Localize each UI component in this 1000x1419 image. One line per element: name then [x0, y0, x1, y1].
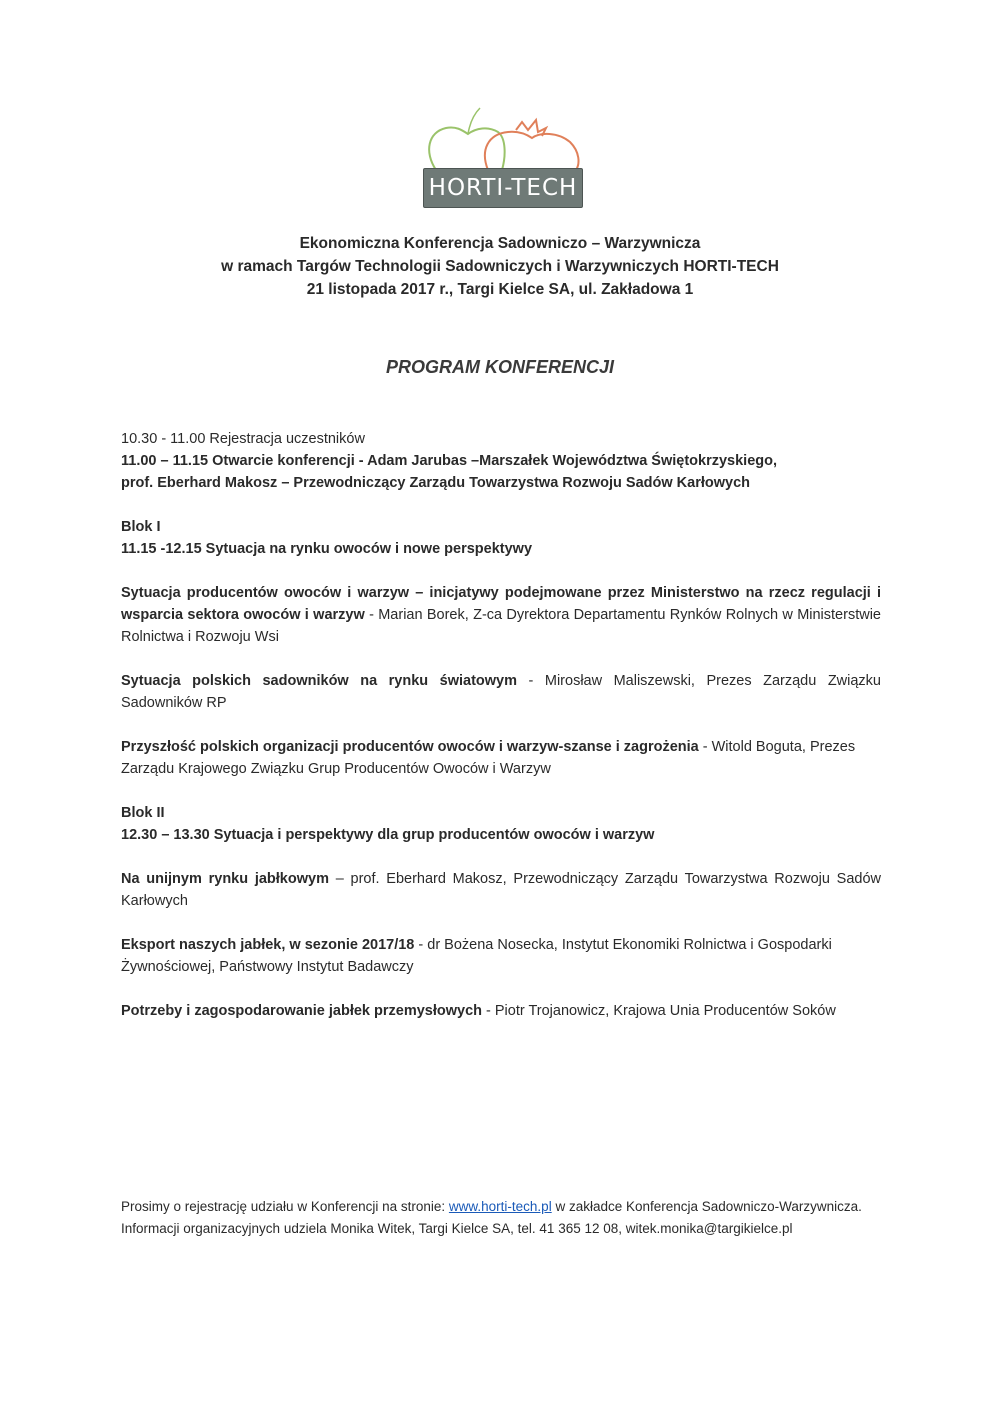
header-line-2: w ramach Targów Technologii Sadowniczych i Warzywniczych HORTI-TECH	[221, 258, 779, 275]
talk-item	[121, 868, 881, 912]
talk-item	[121, 736, 881, 780]
talk-topic: Sytuacja polskich sadowników na rynku światowym	[121, 673, 518, 689]
block-1-title: 11.15 -12.15 Sytuacja na rynku owoców i nowe perspektywy	[121, 541, 533, 557]
registration-line: 10.30 - 11.00 Rejestracja uczestników	[121, 431, 365, 447]
horti-tech-logo	[418, 104, 588, 212]
block-2-label: Blok II	[121, 805, 165, 821]
talk-item	[121, 582, 881, 648]
website-link[interactable]: www.horti-tech.pl	[448, 1199, 552, 1214]
talk-item	[121, 1000, 881, 1022]
talk-speaker: - Piotr Trojanowicz, Krajowa Unia Producentów Soków	[482, 1003, 836, 1019]
talk-topic: Sytuacja producentów owoców i warzyw – inicjatywy podejmowane przez Ministerstwo na rzecz regulacji i wsparcia sektora owoców i warzyw	[121, 585, 881, 623]
talk-speaker: – prof. Eberhard Makosz, Przewodniczący Zarządu Towarzystwa Rozwoju Sadów Karłowych	[121, 871, 881, 909]
talk-topic: Na unijnym rynku jabłkowym	[121, 871, 329, 887]
talk-speaker: - Mirosław Maliszewski, Prezes Zarządu Związku Sadowników RP	[121, 673, 882, 711]
talk-item	[121, 670, 881, 714]
opening-line-2: prof. Eberhard Makosz – Przewodniczący Zarządu Towarzystwa Rozwoju Sadów Karłowych	[121, 475, 751, 491]
fruit-outline-icon	[418, 104, 588, 174]
block-2-title: 12.30 – 13.30 Sytuacja i perspektywy dla grup producentów owoców i warzyw	[121, 827, 655, 843]
footer-text-after: w zakładce Konferencja Sadowniczo-Warzywnicza. Informacji organizacyjnych udziela Monika Witek, Targi Kielce SA, tel. 41 365 12 08, witek.monika@targikielce.pl	[121, 1199, 862, 1236]
logo-text: HORTI-TECH	[423, 168, 583, 208]
opening-line-1: 11.00 – 11.15 Otwarcie konferencji - Adam Jarubas –Marszałek Województwa Świętokrzyskiego,	[121, 453, 778, 469]
registration-footer	[121, 1196, 881, 1240]
header-line-1: Ekonomiczna Konferencja Sadowniczo – Warzywnicza	[299, 235, 701, 252]
program-title: PROGRAM KONFERENCJI	[385, 357, 614, 377]
talk-topic: Potrzeby i zagospodarowanie jabłek przemysłowych	[121, 1003, 482, 1019]
talk-item	[121, 934, 881, 978]
conference-header	[100, 232, 900, 301]
header-line-3: 21 listopada 2017 r., Targi Kielce SA, ul. Zakładowa 1	[306, 281, 694, 298]
talk-speaker: - dr Bożena Nosecka, Instytut Ekonomiki Rolnictwa i Gospodarki Żywnościowej, Państwowy Instytut Badawczy	[121, 937, 832, 975]
talk-topic: Eksport naszych jabłek, w sezonie 2017/18	[121, 937, 415, 953]
block-1-label: Blok I	[121, 519, 161, 535]
talk-speaker: - Marian Borek, Z-ca Dyrektora Departamentu Rynków Rolnych w Ministerstwie Rolnictwa i Rozwoju Wsi	[121, 607, 881, 645]
program-content	[121, 428, 881, 1022]
talk-topic: Przyszłość polskich organizacji producentów owoców i warzyw-szanse i zagrożenia	[121, 739, 699, 755]
footer-text-before: Prosimy o rejestrację udziału w Konferencji na stronie:	[121, 1199, 449, 1214]
talk-speaker: - Witold Boguta, Prezes Zarządu Krajowego Związku Grup Producentów Owoców i Warzyw	[121, 739, 856, 777]
